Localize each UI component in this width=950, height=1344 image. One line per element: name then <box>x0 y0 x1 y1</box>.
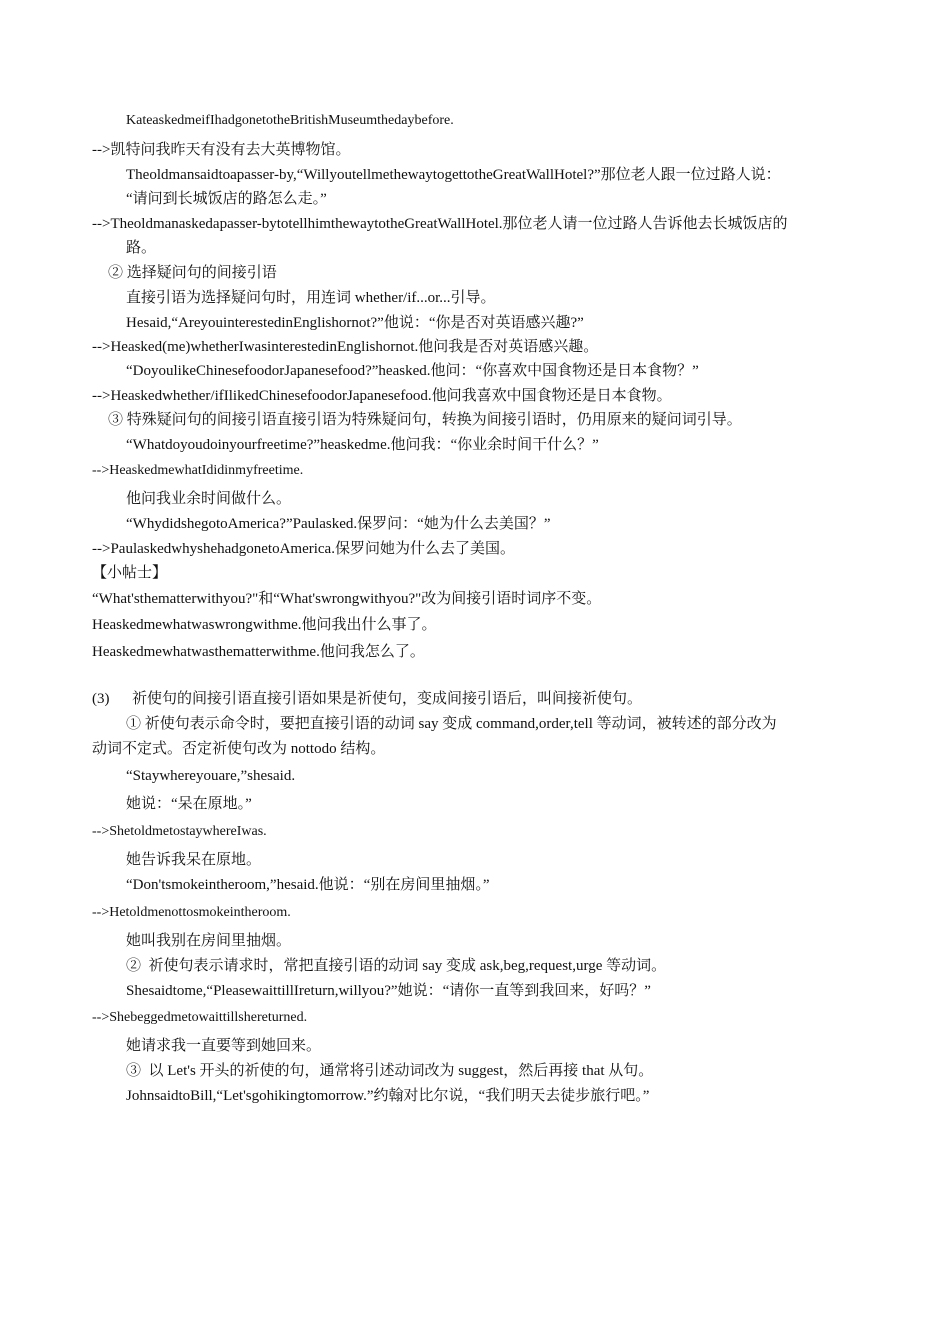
text-line: 他问我业余时间做什么。 <box>126 491 292 507</box>
text-line: 她告诉我呆在原地。 <box>126 852 262 868</box>
text-line: “Staywhereyouare,”shesaid. <box>126 768 296 784</box>
text-line: “WhydidshegotoAmerica?”Paulasked.保罗问：“她为什么去美国？” <box>126 516 551 532</box>
text-line: -->Heaskedwhether/ifIlikedChinesefoodorJapanesefood.他问我喜欢中国食物还是日本食物。 <box>92 388 672 404</box>
text-line: -->HeaskedmewhatIdidinmyfreetime. <box>92 463 304 478</box>
text-line: KateaskedmeifIhadgonetotheBritishMuseumthedaybefore. <box>126 113 454 128</box>
text-line: Heaskedmewhatwaswrongwithme.他问我出什么事了。 <box>92 617 437 633</box>
section-heading: ② 选择疑问句的间接引语 <box>108 265 277 281</box>
text-line: -->ShetoldmetostaywhereIwas. <box>92 824 267 839</box>
text-line: Theoldmansaidtoapasser-by,“WillyoutellmethewaytogettotheGreatWallHotel?”那位老人跟一位过路人说： <box>126 167 781 183</box>
text-line: -->PaulaskedwhyshehadgonetoAmerica.保罗问她为什么去了美国。 <box>92 541 515 557</box>
text-line: JohnsaidtoBill,“Let'sgohikingtomorrow.”约翰对比尔说，“我们明天去徒步旅行吧。” <box>126 1088 650 1104</box>
text-line: Shesaidtome,“PleasewaittillIreturn,willyou?”她说：“请你一直等到我回来，好吗？” <box>126 983 651 999</box>
text-line: “请问到长城饭店的路怎么走。” <box>126 191 327 207</box>
text-line: -->凯特问我昨天有没有去大英博物馆。 <box>92 142 351 158</box>
text-line: -->Shebeggedmetowaittillshereturned. <box>92 1010 308 1025</box>
text-line: 动词不定式。否定祈使句改为 nottodo 结构。 <box>92 741 386 757</box>
text-line: “What'sthematterwithyou?"和“What'swrongwithyou?"改为间接引语时词序不变。 <box>92 591 602 607</box>
tip-heading: 【小帖士】 <box>92 565 168 581</box>
text-line: ② 祈使句表示请求时，常把直接引语的动词 say 变成 ask,beg,request,urge 等动词。 <box>126 958 667 974</box>
text-line: ① 祈使句表示命令时，要把直接引语的动词 say 变成 command,order,tell 等动词，被转述的部分改为 <box>126 716 777 732</box>
text-line: 直接引语为选择疑问句时，用连词 whether/if...or...引导。 <box>126 290 496 306</box>
text-line: “Whatdoyoudoinyourfreetime?”heaskedme.他问我：“你业余时间干什么？” <box>126 437 599 453</box>
text-line: 她叫我别在房间里抽烟。 <box>126 933 292 949</box>
section-heading: (3) 祈使句的间接引语直接引语如果是祈使句，变成间接引语后，叫间接祈使句。 <box>92 691 642 707</box>
text-line: -->Heasked(me)whetherIwasinterestedinEnglishornot.他问我是否对英语感兴趣。 <box>92 339 599 355</box>
text-line: 她说：“呆在原地。” <box>126 796 252 812</box>
text-line: -->Theoldmanaskedapasser-bytotellhimthewaytotheGreatWallHotel.那位老人请一位过路人告诉他去长城饭店的 <box>92 216 788 232</box>
text-line: -->Hetoldmenottosmokeintheroom. <box>92 905 291 920</box>
text-line: “DoyoulikeChinesefoodorJapanesefood?”heasked.他问：“你喜欢中国食物还是日本食物？” <box>126 363 699 379</box>
text-line: Hesaid,“AreyouinterestedinEnglishornot?”他说：“你是否对英语感兴趣?” <box>126 315 584 331</box>
text-line: ③ 以 Let's 开头的祈使的句，通常将引述动词改为 suggest，然后再接 that 从句。 <box>126 1063 654 1079</box>
text-line: 她请求我一直要等到她回来。 <box>126 1038 322 1054</box>
text-line: Heaskedmewhatwasthematterwithme.他问我怎么了。 <box>92 644 425 660</box>
section-heading: ③ 特殊疑问句的间接引语直接引语为特殊疑问句，转换为间接引语时，仍用原来的疑问词引导。 <box>108 412 742 428</box>
text-line: 路。 <box>126 240 157 256</box>
text-line: “Don'tsmokeintheroom,”hesaid.他说：“别在房间里抽烟。” <box>126 877 490 893</box>
